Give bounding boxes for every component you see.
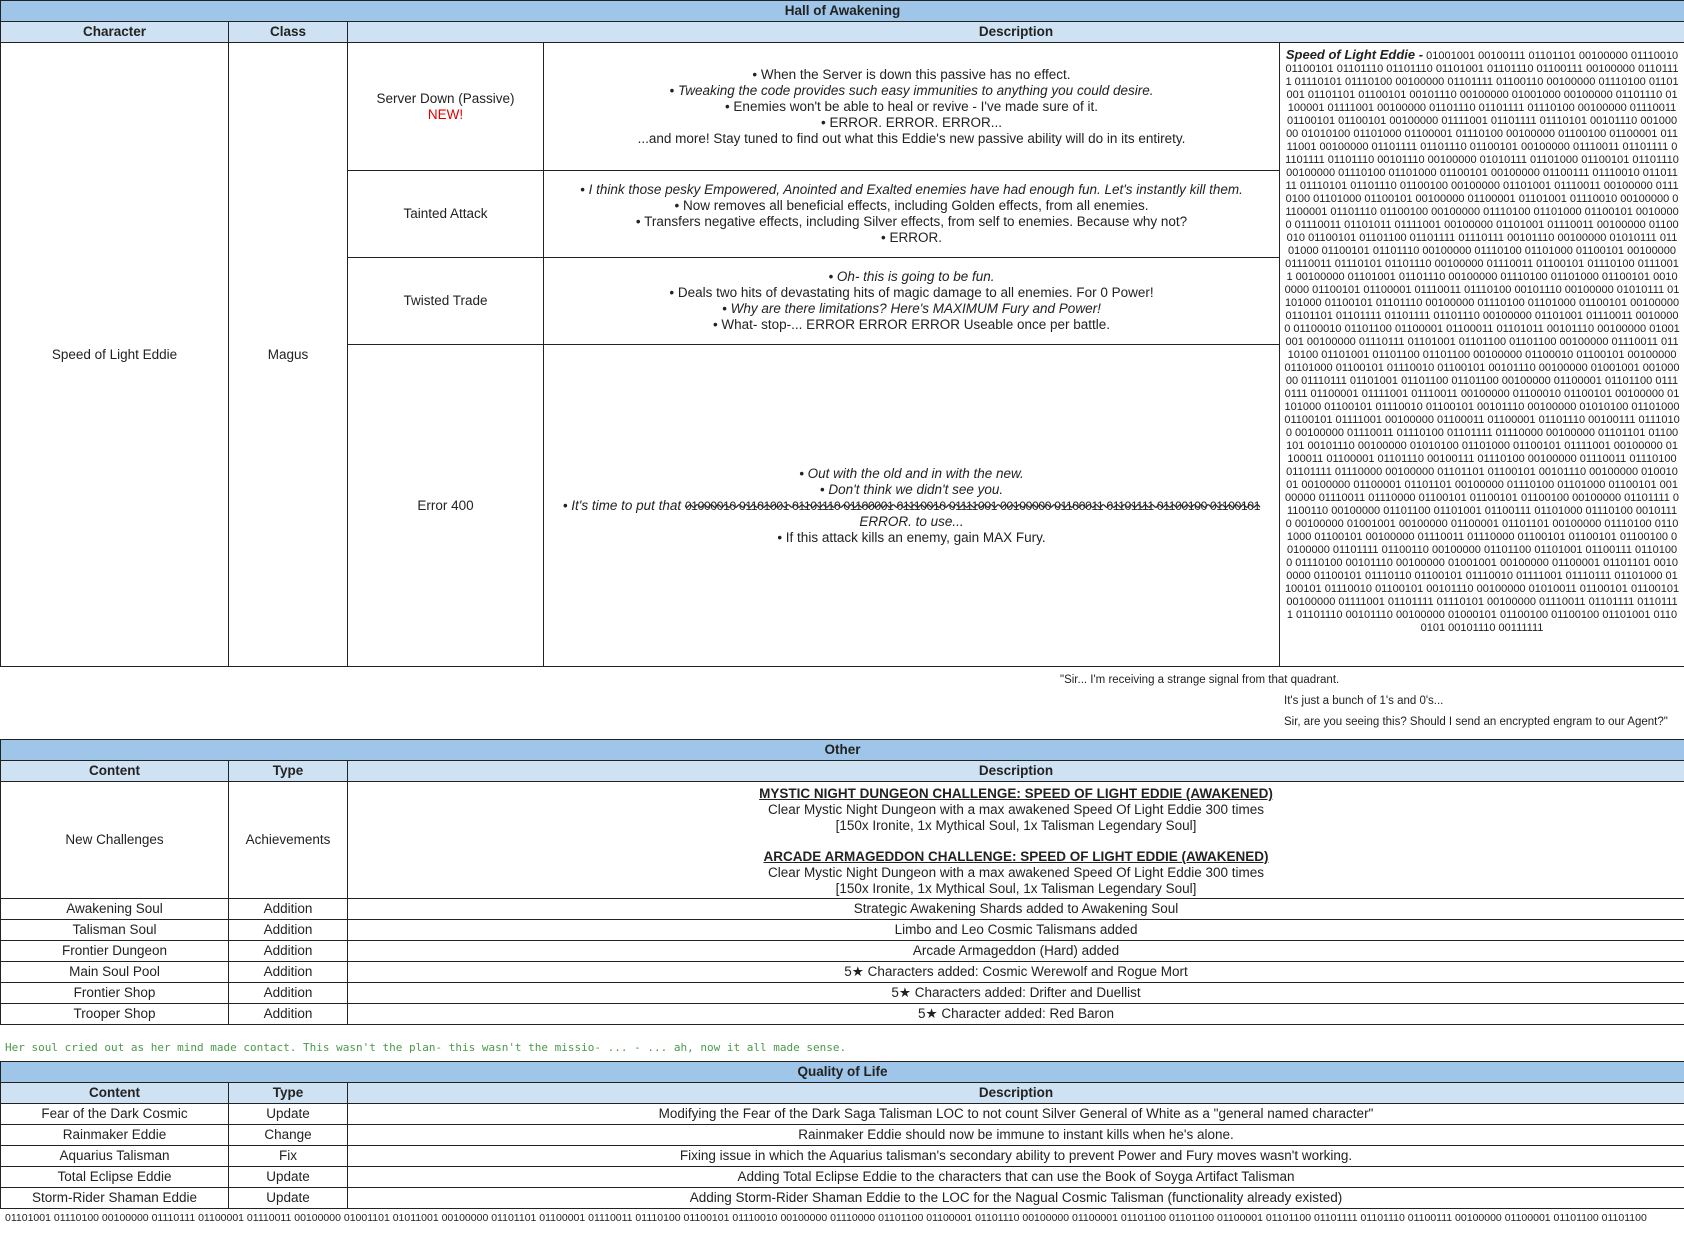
table-row: [1, 1167, 1684, 1188]
ability-twisted-trade: Twisted Trade: [348, 258, 544, 345]
row-description: Fixing issue in which the Aquarius talisman's secondary ability to prevent Power and Fury moves wasn't working.: [348, 1146, 1684, 1167]
story-line: Her soul cried out as her mind made contact. This wasn't the plan- this wasn't the missio- ... - ... ah, now it all made sense.: [5, 1041, 847, 1054]
other-title: Other: [1, 740, 1684, 761]
row-type: Addition: [229, 920, 348, 941]
challenge-line: Clear Mystic Night Dungeon with a max awakened Speed Of Light Eddie 300 times: [768, 865, 1265, 880]
row-content: Fear of the Dark Cosmic: [1, 1104, 229, 1125]
note-line: "Sir... I'm receiving a strange signal from that quadrant.: [1060, 674, 1340, 686]
other-table: [0, 739, 1684, 1025]
header-description: Description: [348, 22, 1684, 43]
row-content: Rainmaker Eddie: [1, 1125, 229, 1146]
binary-body: 01001001 00100111 01101101 00100000 01110010 01100101 01101110 01101110 01101001 01101110 01100111 00100000 01101111 01110101 01110100 00100000 01101111 01100110 00100000 01110100 01101001 01101101 01100101 00101110 00100000 01001000 00100000 01101110 01100001 01111001 00100000 01101110 01101111 01110100 00100000 01110011 01100101 01100101 00100000 01111001 01101111 01110101 00101110 00100000 01010100 01101000 01100001 01110100 00100000 01100100 01100001 01111001 00100000 01101111 01101110 01100101 00100000 01110011 01101111 01101111 01101110 00101110 00100000 01010111 01101000 01100101 01101110 00100000 01110100 01101000 01100101 00100000 01100111 01110010 01101111 01110101 01101110 01100100 00100000 01101001 01110011 00100000 01110100 01101000 01100101 00100000 01100001 01101001 01110010 00100000 01100001 01101110 01100100 00100000 01110100 01101000 01100101 00100000 01110011 01101011 01111001 00100000 01101001 01110011 00100000 01100010 01100101 01101100 01101111 01110111 00101110 00100000 01010111 01101000 01100101 01101110 00100000 01110100 01101000 01100101 00100000 01110011 01110101 01101110 00100000 01110011 01100101 01110100 01110011 00100000 01101001 01101110 00100000 01110100 01101000 01100101 00100000 01100101 01100001 01110011 01110100 00101110 00100000 01010111 01101000 01100101 01101110 00100000 01110100 01101000 01100101 00100000 01101101 01101111 01101111 01101110 00100000 01101001 01110011 00100000 01100010 01101100 01100001 01100011 01101011 00101110 00100000 01001001 00100000 01110111 01101001 01101100 01101100 00100000 01110011 01110100 01101001 01101100 01101100 00100000 01100010 01100101 00100000 01101000 01100101 01110010 01100101 00101110 00100000 01001001 00100000 01110111 01101001 01101100 01101100 00100000 01100001 01101100 01110111 01100001 01111001 01110011 00100000 01100010 01100101 00100000 01101000 01100101 01110010 01100101 00101110 00100000 01010100 01101000 01100101 01111001 00100000 01100011 01100001 01101110 00100111 01110100 00100000 01110011 01110100 01101111 01110000 00100000 01101101 01100101 00101110 00100000 01010100 01101000 01100101 01111001 00100000 01100011 01100001 01101110 00100111 01110100 00100000 01110011 01110100 01101111 01110000 00100000 01101101 01100101 00101110 00100000 01001001 00100000 01100001 01101101 00100000 01110100 01101000 01100101 00100000 01110011 01110000 01100101 01100101 01100100 00100000 01101111 01100110 00100000 01101100 01101001 01100111 01101000 01110100 00101110 00100000 01001001 00100000 01100001 01101101 00100000 01110100 01101000 01100101 00100000 01110011 01110000 01100101 01100101 01100100 00100000 01101111 01100110 00100000 01101100 01101001 01100111 01101000 01110100 00101110 00100000 01001001 00100000 01100001 01101101 00100000 01100101 01110110 01100101 01110010 01111001 01110111 01101000 01100101 01110010 01100101 00101110 00100000 01010011 01100101 01100101 00100000 01111001 01101111 01110101 00100000 01110011 01101111 01101111 01101110 00101110 00100000 01000101 01100100 01100100 01101001 01100101 00101110 00111111: [1284, 50, 1680, 634]
binary-title: Speed of Light Eddie -: [1285, 47, 1424, 62]
desc-line: • What- stop-... ERROR ERROR ERROR Useable once per battle.: [712, 317, 1111, 332]
row-type: Update: [229, 1167, 348, 1188]
desc-line: • Oh- this is going to be fun.: [828, 269, 995, 284]
row-type: Addition: [229, 962, 348, 983]
challenges-type: Achievements: [229, 782, 348, 899]
challenge-reward: [150x Ironite, 1x Mythical Soul, 1x Talisman Legendary Soul]: [835, 881, 1197, 896]
header-content: Content: [1, 1083, 229, 1104]
desc-line: • Out with the old and in with the new.: [799, 465, 1024, 481]
header-type: Type: [229, 761, 348, 782]
desc-line: • Deals two hits of devastating hits of magic damage to all enemies. For 0 Power!: [669, 285, 1154, 300]
challenge-item: [348, 849, 1684, 897]
row-type: Addition: [229, 899, 348, 920]
desc-line: • I think those pesky Empowered, Anointed and Exalted enemies have had enough fun. Let's instantly kill them.: [580, 182, 1243, 197]
header-description: Description: [348, 1083, 1684, 1104]
challenge-title: MYSTIC NIGHT DUNGEON CHALLENGE: SPEED OF LIGHT EDDIE (AWAKENED): [759, 786, 1273, 801]
desc-line: • Enemies won't be able to heal or revive - I've made sure of it.: [724, 98, 1099, 114]
hall-title-cell: [1, 1, 1684, 22]
table-row: [1, 1188, 1684, 1209]
row-description: 5★ Characters added: Drifter and Duellist: [348, 983, 1684, 1004]
header-character: Character: [1, 22, 229, 43]
ability-desc-tainted-attack: [544, 171, 1280, 258]
table-row: [1, 1004, 1684, 1025]
desc-line: • If this attack kills an enemy, gain MAX Fury.: [777, 529, 1046, 545]
table-row: [1, 1125, 1684, 1146]
note-line: It's just a bunch of 1's and 0's...: [1284, 695, 1444, 707]
character-name: Speed of Light Eddie: [1, 43, 229, 667]
hall-title: Hall of Awakening: [784, 3, 901, 18]
new-badge: NEW!: [427, 106, 464, 122]
row-description: 5★ Characters added: Cosmic Werewolf and Rogue Mort: [348, 962, 1684, 983]
footer-binary: 01101001 01110100 00100000 01110111 01100001 01110011 00100000 01001101 01011001 00100000 01101101 01100001 01110011 01110100 01100101 01110010 00100000 01110000 01101100 01100001 01101110 00100000 01100001 01101100 01101100 01100001 01101100 01101111 01101110 01100111 00100000 01100001 01101100 01101100: [5, 1212, 1647, 1224]
desc-line: • Now removes all beneficial effects, including Golden effects, from all enemies.: [674, 198, 1149, 213]
desc-line: • Why are there limitations? Here's MAXIMUM Fury and Power!: [722, 301, 1101, 316]
challenge-line: Clear Mystic Night Dungeon with a max awakened Speed Of Light Eddie 300 times: [768, 802, 1265, 817]
table-row: [1, 941, 1684, 962]
row-description: Limbo and Leo Cosmic Talismans added: [348, 920, 1684, 941]
row-type: Change: [229, 1125, 348, 1146]
row-type: Update: [229, 1104, 348, 1125]
ability-desc-server-down: [544, 43, 1280, 171]
desc-line: • It's time to put that 01000010 01101001 01101110 01100001 01110010 01111001 00100000 01100011 01101111 01100100 01100101 ERROR. to use...: [562, 497, 1261, 529]
row-type: Addition: [229, 983, 348, 1004]
row-description: Strategic Awakening Shards added to Awakening Soul: [348, 899, 1684, 920]
desc-line: • ERROR.: [881, 230, 942, 245]
row-type: Addition: [229, 941, 348, 962]
table-row: [1, 983, 1684, 1004]
desc-line: • When the Server is down this passive has no effect.: [752, 66, 1071, 82]
row-type: Fix: [229, 1146, 348, 1167]
header-description: Description: [348, 761, 1684, 782]
ability-desc-error-400: [544, 345, 1280, 667]
character-class: Magus: [229, 43, 348, 667]
row-description: Adding Storm-Rider Shaman Eddie to the LOC for the Nagual Cosmic Talisman (functionality already existed): [348, 1188, 1684, 1209]
challenges-description: [348, 782, 1684, 899]
quality-of-life-table: [0, 1061, 1684, 1209]
table-row: [1, 1104, 1684, 1125]
signal-notes: [0, 667, 1684, 739]
row-content: Frontier Dungeon: [1, 941, 229, 962]
header-content: Content: [1, 761, 229, 782]
header-class: Class: [229, 22, 348, 43]
row-description: Arcade Armageddon (Hard) added: [348, 941, 1684, 962]
table-row: [1, 1146, 1684, 1167]
challenge-item: [348, 786, 1684, 834]
header-type: Type: [229, 1083, 348, 1104]
row-content: Trooper Shop: [1, 1004, 229, 1025]
table-row: [1, 920, 1684, 941]
row-type: Update: [229, 1188, 348, 1209]
desc-line: ...and more! Stay tuned to find out what this Eddie's new passive ability will do in its entirety.: [637, 130, 1186, 146]
row-description: Adding Total Eclipse Eddie to the characters that can use the Book of Soyga Artifact Talisman: [348, 1167, 1684, 1188]
ability-desc-twisted-trade: [544, 258, 1280, 345]
row-description: 5★ Character added: Red Baron: [348, 1004, 1684, 1025]
row-description: Rainmaker Eddie should now be immune to instant kills when he's alone.: [348, 1125, 1684, 1146]
desc-line: • Tweaking the code provides such easy immunities to anything you could desire.: [669, 82, 1154, 98]
ability-name: Server Down (Passive): [376, 90, 515, 106]
row-content: Total Eclipse Eddie: [1, 1167, 229, 1188]
table-row: [1, 962, 1684, 983]
row-description: Modifying the Fear of the Dark Saga Talisman LOC to not count Silver General of White as a "general named character": [348, 1104, 1684, 1125]
ability-server-down: [348, 43, 544, 171]
table-row: [1, 899, 1684, 920]
ability-tainted-attack: Tainted Attack: [348, 171, 544, 258]
binary-message-cell: [1280, 43, 1684, 667]
challenge-title: ARCADE ARMAGEDDON CHALLENGE: SPEED OF LIGHT EDDIE (AWAKENED): [763, 849, 1269, 864]
row-content: Aquarius Talisman: [1, 1146, 229, 1167]
qol-title: Quality of Life: [1, 1062, 1684, 1083]
desc-line: • ERROR. ERROR. ERROR...: [821, 114, 1002, 130]
row-content: Main Soul Pool: [1, 962, 229, 983]
row-type: Addition: [229, 1004, 348, 1025]
row-content: Frontier Shop: [1, 983, 229, 1004]
row-content: Awakening Soul: [1, 899, 229, 920]
ability-error-400: Error 400: [348, 345, 544, 667]
challenge-reward: [150x Ironite, 1x Mythical Soul, 1x Talisman Legendary Soul]: [835, 818, 1197, 833]
desc-line: • Don't think we didn't see you.: [819, 481, 1004, 497]
garbled-binary: 01000010 01101001 01101110 01100001 01110010 01111001 00100000 01100011 01101111 01100100 01100101: [684, 498, 1261, 513]
note-line: Sir, are you seeing this? Should I send an encrypted engram to our Agent?": [1284, 716, 1668, 728]
desc-line: • Transfers negative effects, including Silver effects, from self to enemies. Because why not?: [635, 214, 1188, 229]
challenges-content: New Challenges: [1, 782, 229, 899]
row-content: Storm-Rider Shaman Eddie: [1, 1188, 229, 1209]
row-content: Talisman Soul: [1, 920, 229, 941]
